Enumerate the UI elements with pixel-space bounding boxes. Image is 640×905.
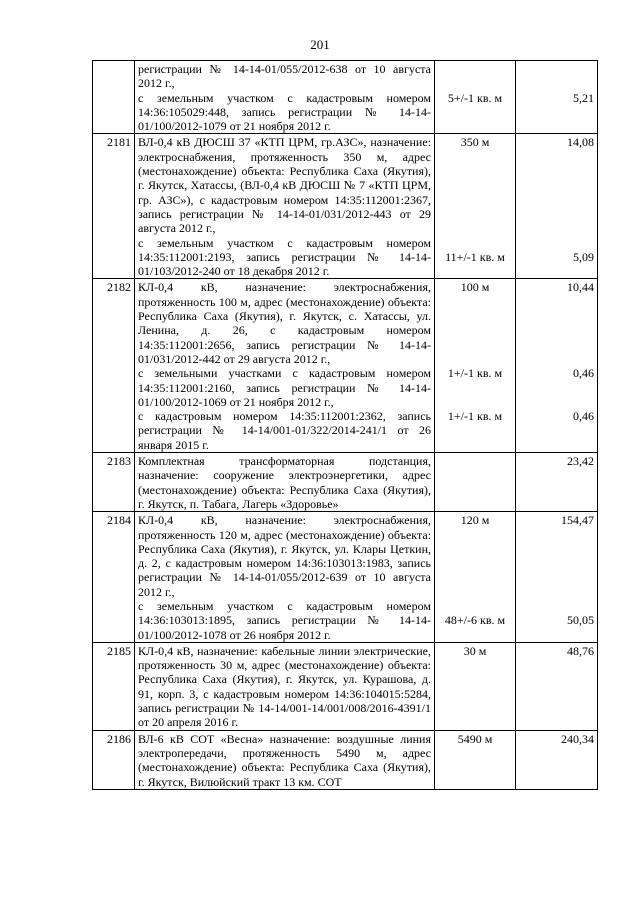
- description-paragraph: с земельным участком с кадастровым номером 14:36:103013:1895, запись регистрации № 14-14-01/100/2012-1078 от 26 ноября 2012 г.: [138, 598, 431, 642]
- size-value: 30 м: [463, 643, 487, 658]
- row-number: 2183: [93, 453, 135, 512]
- row-value: [516, 279, 598, 453]
- description-paragraph: КЛ-0,4 кВ, назначение: электроснабжения, протяженность 100 м, адрес (местонахождение) объекта: Республика Саха (Якутия), г. Якутск, с. Хатассы, ул. Ленина, д. 26, с кадастровым номером 14:35:112001:2656, запись регистрации № 14-14-01/031/2012-442 от 29 августа 2012 г.,: [138, 280, 431, 366]
- cost-value: 5,21: [573, 90, 594, 105]
- row-number: 2182: [93, 279, 135, 453]
- row-size: [435, 453, 516, 512]
- row-value: [516, 453, 598, 512]
- row-description: [135, 134, 435, 279]
- table-row: [93, 453, 598, 512]
- cost-value: 23,42: [567, 454, 594, 469]
- row-number: 2184: [93, 512, 135, 643]
- row-value: [516, 512, 598, 643]
- size-value: 120 м: [460, 513, 490, 528]
- row-size: [435, 642, 516, 730]
- cost-value: 154,47: [561, 513, 594, 528]
- page-number: 201: [310, 37, 330, 52]
- row-description: [135, 453, 435, 512]
- size-value: 11+/-1 кв. м: [445, 249, 505, 264]
- row-number: 2181: [93, 134, 135, 279]
- registry-table: [92, 60, 598, 790]
- row-value: [516, 642, 598, 730]
- description-paragraph: ВЛ-0,4 кВ ДЮСШ 37 «КТП ЦРМ, гр.АЗС», назначение: электроснабжения, протяженность 350 м, адрес (местонахождение) объекта: Республика Саха (Якутия), г. Якутск, Хатассы, (ВЛ-0,4 кВ ДЮСШ № 7 «КТП ЦРМ, гр. АЗС»), с кадастровым номером 14:35:112001:2367, запись регистрации № 14-14-01/031/2012-443 от 29 августа 2012 г.,: [138, 135, 431, 236]
- cost-value: 14,08: [567, 135, 594, 150]
- row-description: [135, 730, 435, 789]
- cost-value: 0,46: [573, 366, 594, 381]
- row-description: [135, 279, 435, 453]
- size-value: 5490 м: [457, 731, 493, 746]
- row-description: [135, 512, 435, 643]
- row-description: [135, 61, 435, 134]
- cost-value: 240,34: [561, 731, 594, 746]
- size-value: 350 м: [460, 135, 490, 150]
- description-paragraph: КЛ-0,4 кВ, назначение: электроснабжения, протяженность 120 м, адрес (местонахождение) объекта: Республика Саха (Якутия), г. Якутск, ул. Клары Цеткин, д. 2, с кадастровым номером 14:36:103013:1983, запись регистрации № 14-14-01/055/2012-639 от 10 августа 2012 г.,: [138, 513, 431, 599]
- cost-value: 0,46: [573, 409, 594, 424]
- size-value: 48+/-6 кв. м: [444, 613, 506, 628]
- row-number: [93, 61, 135, 134]
- row-number: 2186: [93, 730, 135, 789]
- row-number: 2185: [93, 642, 135, 730]
- description-paragraph: КЛ-0,4 кВ, назначение: кабельные линии электрические, протяженность 30 м, адрес (местонахождение) объекта: Республика Саха (Якутия), г. Якутск, ул. Курашова, д. 91, корп. 3, с кадастровым номером 14:36:104015:5284, запись регистрации № 14-14/001-14/001/008/2016-4391/1 от 20 апреля 2016 г.: [138, 643, 431, 730]
- row-size: [435, 730, 516, 789]
- description-paragraph: с земельным участком с кадастровым номером 14:36:105029:448, запись регистрации № 14-14-01/100/2012-1079 от 21 ноября 2012 г.: [138, 90, 431, 134]
- row-value: [516, 134, 598, 279]
- description-paragraph: Комплектная трансформаторная подстанция, назначение: сооружение электроэнергетики, адрес (местонахождение) объекта: Республика Саха (Якутия), г. Якутск, п. Табага, Лагерь «Здоровье»: [138, 454, 431, 511]
- table-row: [93, 134, 598, 279]
- table-row: [93, 279, 598, 453]
- description-paragraph: с земельным участком с кадастровым номером 14:35:112001:2193, запись регистрации № 14-14-01/103/2012-240 от 18 декабря 2012 г.: [138, 235, 431, 279]
- size-value: 1+/-1 кв. м: [447, 409, 503, 424]
- description-paragraph: с кадастровым номером 14:35:112001:2362, запись регистрации № 14-14/001-01/322/2014-241/1 от 26 января 2015 г.: [138, 409, 431, 452]
- table-row: [93, 730, 598, 789]
- row-description: [135, 642, 435, 730]
- cost-value: 10,44: [567, 280, 594, 295]
- row-value: [516, 730, 598, 789]
- row-value: [516, 61, 598, 134]
- size-value: 100 м: [460, 280, 490, 295]
- table-row: [93, 512, 598, 643]
- row-size: [435, 134, 516, 279]
- row-size: [435, 279, 516, 453]
- size-value: [438, 454, 512, 468]
- cost-value: 5,09: [573, 249, 594, 264]
- size-value: 5+/-1 кв. м: [447, 90, 503, 105]
- row-size: [435, 512, 516, 643]
- row-size: [435, 61, 516, 134]
- cost-value: 48,76: [567, 643, 594, 658]
- description-paragraph: регистрации № 14-14-01/055/2012-638 от 10 августа 2012 г.,: [138, 62, 431, 91]
- cost-value: 50,05: [567, 613, 594, 628]
- description-paragraph: с земельными участками с кадастровым номером 14:35:112001:2160, запись регистрации № 14-14-01/100/2012-1069 от 21 ноября 2012 г.,: [138, 366, 431, 409]
- description-paragraph: ВЛ-6 кВ СОТ «Весна» назначение: воздушные линия электропередачи, протяженность 5490 м, адрес (местонахождение) объекта: Республика Саха (Якутия), г. Якутск, Вилюйский тракт 13 км. СОТ: [138, 731, 431, 789]
- table-row: [93, 61, 598, 134]
- table-row: [93, 642, 598, 730]
- size-value: 1+/-1 кв. м: [447, 366, 503, 381]
